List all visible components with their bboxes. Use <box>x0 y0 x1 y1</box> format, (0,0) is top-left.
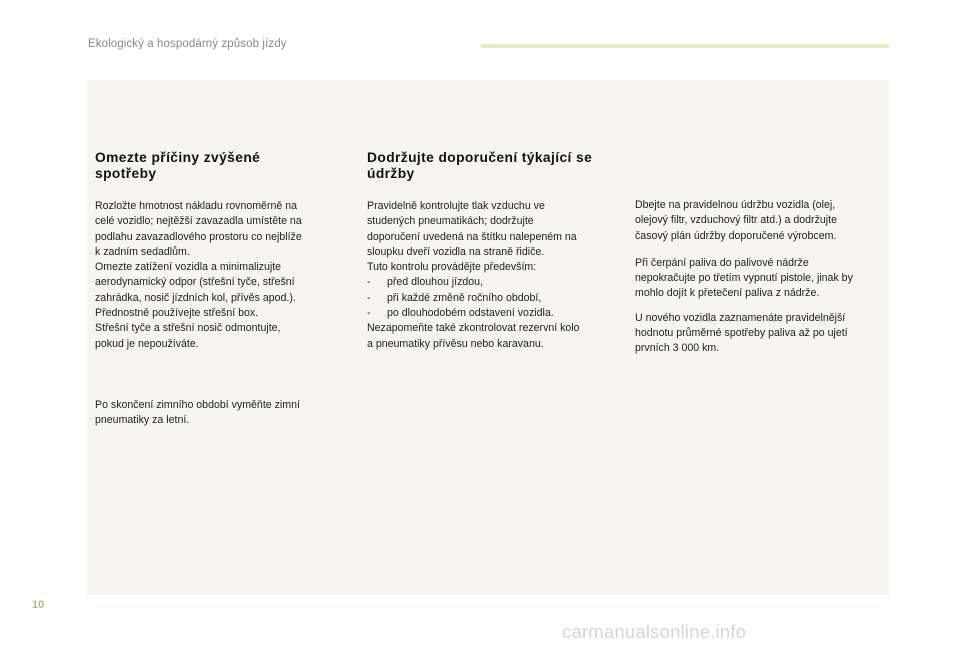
section-maintenance-continued <box>635 198 890 357</box>
list-item: - před dlouhou jízdou, <box>367 276 484 289</box>
paragraph-spare-wheel: Nezapomeňte také zkontrolovat rezervní kolo a pneumatiky přívěsu nebo karavanu. <box>367 322 580 350</box>
page-number: 10 <box>32 599 45 611</box>
paragraph-regular-maintenance: Dbejte na pravidelnou údržbu vozidla (olej, olejový filtr, vzduchový filtr atd.) a dodržujte časový plán údržby doporučené výrobcem. <box>635 199 837 242</box>
paragraph-winter-tyres: Po skončení zimního období vyměňte zimní pneumatiky za letní. <box>95 398 300 427</box>
watermark: carmanualsonline.info <box>562 621 747 642</box>
section-maintenance <box>367 150 622 352</box>
list-item: - při každé změně ročního období, <box>367 291 542 304</box>
running-header: Ekologický a hospodárný způsob jízdy <box>88 38 287 50</box>
paragraph-new-vehicle: U nového vozidla zaznamenáte pravidelnější hodnotu průměrné spotřeby paliva až po ujetí prvních 3 000 km. <box>635 311 848 355</box>
header-accent-bar <box>481 44 889 48</box>
paragraph-refuelling: Při čerpání paliva do palivové nádrže nepokračujte po třetím vypnutí pistole, jinak by mohlo dojít k přetečení paliva z nádrže. <box>635 256 853 300</box>
paragraph-load-distribution: Rozložte hmotnost nákladu rovnoměrně na celé vozidlo; nejtěžší zavazadla umístěte na podlahu zavazadlového prostoru co nejblíže k zadním sedadlům. Omezte zatížení vozidla a minimalizujte aerodynamický odpor (střešní tyče, střešní zahrádka, nosič jízdních kol, přívěs apod.). Přednostně používejte střešní box. Střešní tyče a střešní nosič odmontujte, pokud je nepoužíváte. <box>95 200 302 350</box>
list-item: - po dlouhodobém odstavení vozidla. <box>367 307 554 320</box>
paragraph-tyre-pressure: Pravidelně kontrolujte tlak vzduchu ve studených pneumatikách; dodržujte doporučení uvedená na štítku nalepeném na sloupku dveří vozidla na straně řidiče. Tuto kontrolu provádějte především: <box>367 200 577 274</box>
section-heading: Dodržujte doporučení týkající se údržby <box>367 150 593 181</box>
section-heading: Omezte příčiny zvýšené spotřeby <box>95 150 261 181</box>
section-reduce-consumption <box>95 150 345 429</box>
